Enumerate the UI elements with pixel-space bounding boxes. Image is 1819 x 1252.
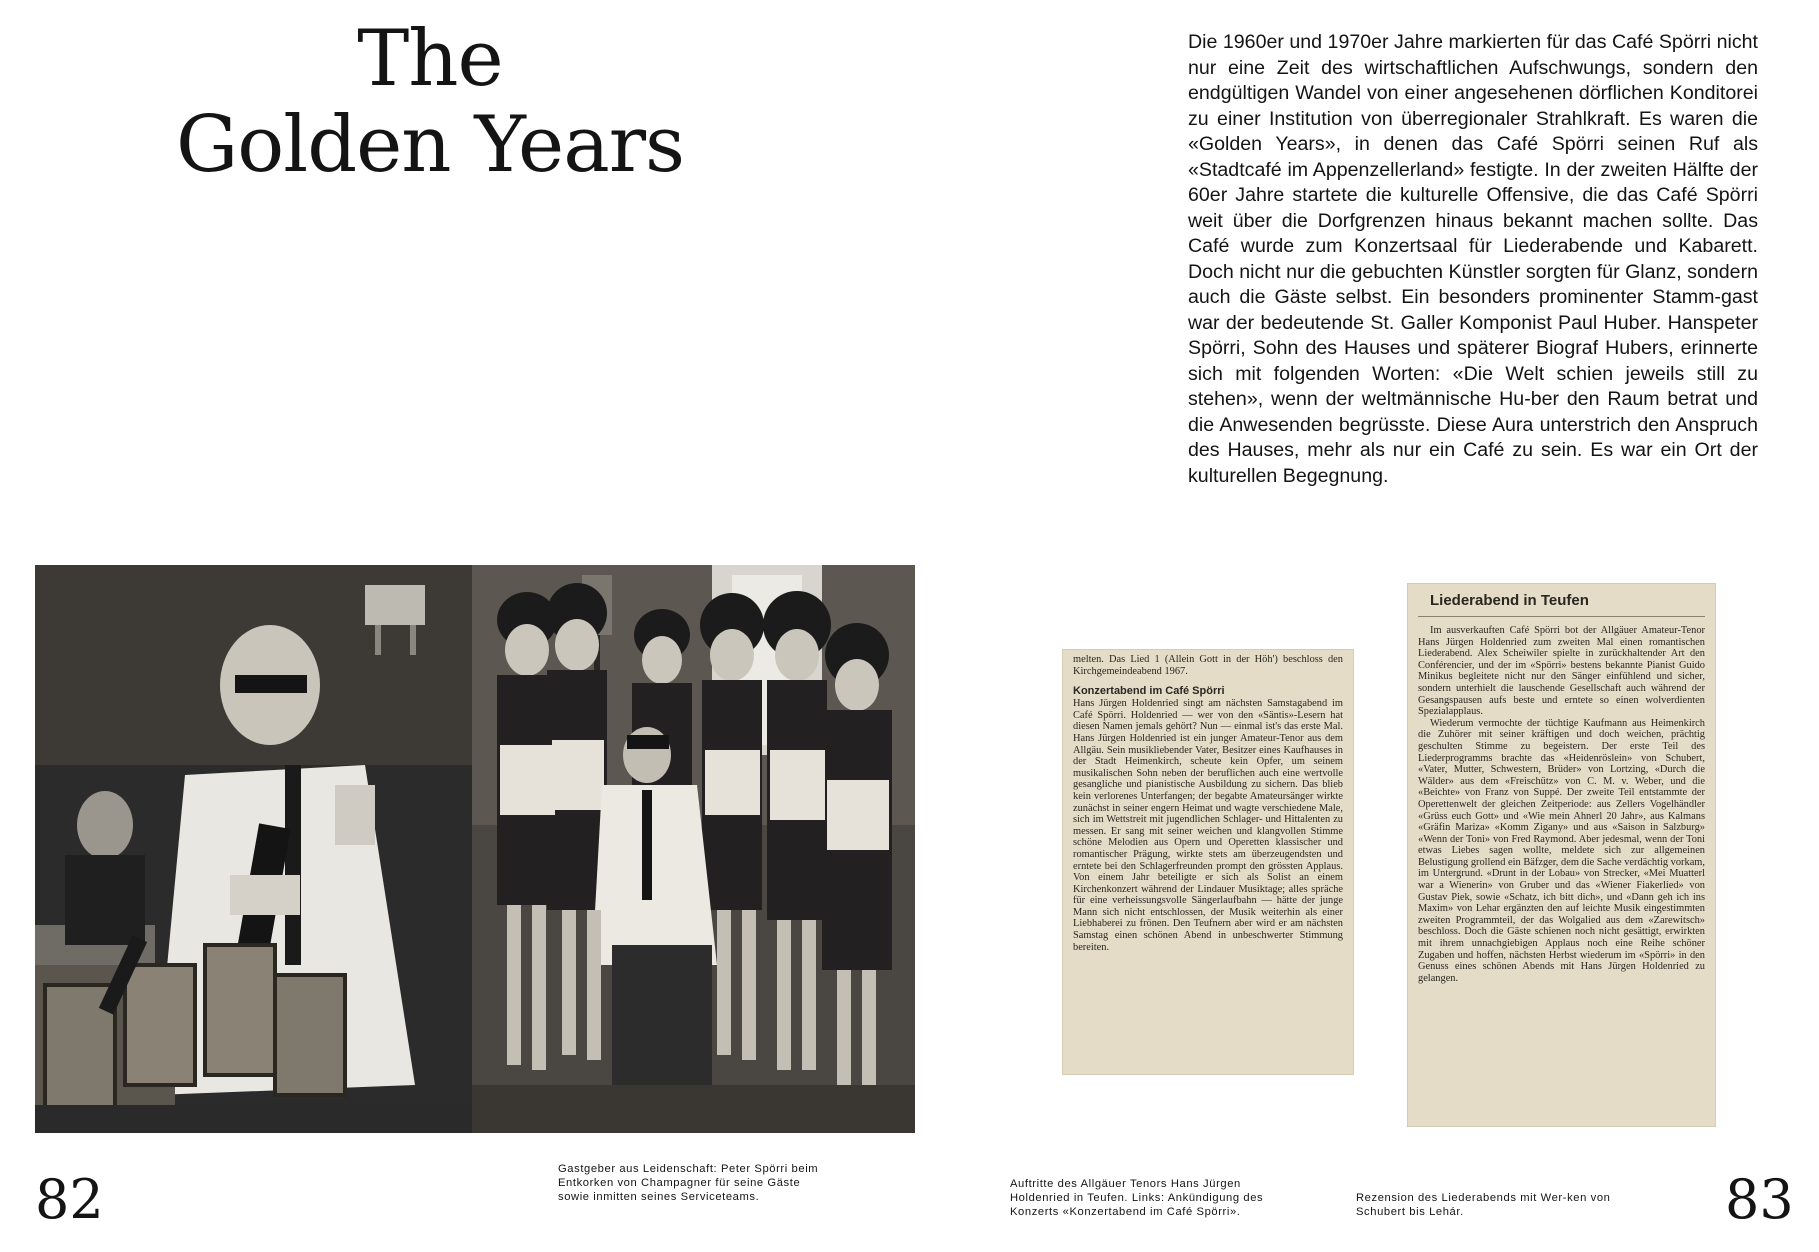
caption-clipping-right: Rezension des Liederabends mit Wer-ken von Schubert bis Lehár. — [1356, 1192, 1611, 1219]
clipping-right-paragraph-1: Im ausverkauften Café Spörri bot der Allgäuer Amateur-Tenor Hans Jürgen Holdenried zum zweiten Mal einen romantischen Liederabend. Alex Scheiwiler spielte in zurückhaltender Art den Conférencier, und der im «Spörri» bestens bekannte Pianist Guido Minikus begleitete nicht nur den Sänger einfühlend und sicher, sondern unterhielt die lauschende Gesellschaft auch während der Gesangspausen aufs beste und erntete so einen wolverdienten Spezialapplaus. — [1418, 625, 1705, 718]
photo-service-team — [472, 565, 915, 1133]
photo-host-champagne-image — [35, 565, 472, 1133]
page-number-right: 83 — [1725, 1168, 1794, 1231]
clipping-right-paragraph-2: Wiederum vermochte der tüchtige Kaufmann aus Heimenkirch die Zuhörer mit seiner kräftigen und doch weichen, prächtig geschulten Stimme zu begeistern. Der erste Teil des Liederprogramms brachte das «Heidenröslein» von Schubert, «Vater, Mutter, Schwestern, Brüder» von Lortzing, «Durch die Wälder» aus dem «Freischütz» von C. M. v. Weber, und die «Beichte» von Franz von Suppé. Der zweite Teil entstammte der Operettenwelt der gleichen Zeitperiode: aus Zellers Vogelhändler «Grüss euch Gott» und «Wie mein Ahnerl 20 Jahr», aus Kalmans «Gräfin Mariza» «Komm Zigany» und aus «Saison in Salzburg» «Wenn der Toni» von Fred Raymond. Aber jedesmal, wenn der Toni etwas Liebes sagen wollte, meldete sich zur allgemeinen Belustigung grollend ein Bäfzger, dem die Sache verdächtig vorkam, im Untergrund. «Drunt in der Lobau» von Strecker, «Mei Muatterl war a Wienerin» von Gruber und das «Wiener Fiakerlied» von Gustav Piek, sowie «Schatz, ich bitt dich», und «Dann geh ich ins Maxim» von Lehar ergänzten den auf leichte Musik eingestimmten zweiten Programmteil, der das Wolgalied aus dem «Zarewitsch» beschloss. Doch die Gäste schienen noch nicht gesättigt, erwirkten mit ihrem unnachgiebigen Applaus noch eine Reihe schöner Zugaben und hoffen, nächsten Herbst wiederum im «Spörri» in den Genuss eines schönen Abends mit Hans Jürgen Holdenried zu gelangen. — [1418, 717, 1705, 984]
newspaper-clipping-review — [1408, 584, 1715, 1126]
caption-clipping-left: Auftritte des Allgäuer Tenors Hans Jürgen Holdenried in Teufen. Links: Ankündigung des Konzerts «Konzertabend im Café Spörri». — [1010, 1178, 1264, 1219]
clipping-left-text: Hans Jürgen Holdenried singt am nächsten Samstagabend im Café Spörri. Holdenried — wer von den «Säntis»-Lesern hat diesen Namen jemals gehört? Nun — einmal ist's das erste Mal. Hans Jürgen Holdenried ist ein junger Amateur-Tenor aus dem Allgäu. Sein musikliebender Vater, Besitzer eines Kaufhauses in der Stadt Heimenkirch, scheute kein Opfer, um seinem musikalischen Sohn neben der beruflichen auch eine wertvolle gesangliche und pianistische Ausbildung zu sichern. Das blieb kein verlorenes Unterfangen; der begabte Amateursänger wirkte zunächst in seiner engern Heimat und wagte verschiedene Male, sich im Wettstreit mit jugendlichen Schlager- und Hittalenten zu messen. Er sang mit seiner weichen und klangvollen Stimme schöne Melodien aus Opern und Operetten klassischer und romantischer Prägung, wirkte stets am überzeugendsten und erntete bei den Schlagerfreunden prompt den grössten Applaus. Von einem Jahr beteiligte er sich als Solist an einem Kirchenkonzert während der Lindauer Musiktage; alles spräche für eine verheissungsvolle Sängerlaufbahn — hätte der junge Mann sich nicht entschlossen, der Musik weiterhin als einer Liebhaberei zu frönen. Den Teufnern aber wird er am nächsten Samstag einen schönen Abend in unbeschwerter Stimmung bereiten. — [1073, 698, 1343, 953]
newspaper-clipping-announcement — [1063, 650, 1353, 1074]
page-number-left: 82 — [35, 1168, 104, 1231]
title-line-1: The — [357, 14, 503, 104]
clipping-right-heading: Liederabend in Teufen — [1418, 592, 1705, 617]
body-text: Die 1960er und 1970er Jahre markierten für das Café Spörri nicht nur eine Zeit des wirtschaftlichen Aufschwungs, sondern den endgültigen Wandel von einer angesehenen dörflichen Konditorei zu einer Institution von überregionaler Strahlkraft. Es waren die «Golden Years», in denen das Café Spörri seinen Ruf als «Stadtcafé im Appenzellerland» festigte. In der zweiten Hälfte der 60er Jahre startete die kulturelle Offensive, die das Café Spörri weit über die Dorfgrenzen hinaus bekannt machen sollte. Das Café wurde zum Konzertsaal für Liederabende und Kabarett. Doch nicht nur die gebuchten Künstler sorgten für Glanz, sondern auch die Gäste selbst. Ein besonders prominenter Stamm-gast war der bedeutende St. Galler Komponist Paul Huber. Hanspeter Spörri, Sohn des Hauses und späterer Biograf Hubers, erinnerte sich mit folgenden Worten: «Die Welt schien jeweils still zu stehen», wenn der weltmännische Hu-ber den Raum betrat und die Anwesenden begrüsste. Diese Aura unterstrich den Anspruch des Hauses, mehr als nur ein Café zu sein. Es war ein Ort der kulturellen Begegnung. — [1188, 31, 1758, 487]
title-line-2: Golden Years — [175, 100, 685, 190]
photo-host-champagne — [35, 565, 472, 1133]
clipping-left-heading: Konzertabend im Café Spörri — [1073, 685, 1225, 698]
page-title — [150, 16, 710, 188]
clipping-left-intro: melten. Das Lied 1 (Allein Gott in der Höh') beschloss den Kirchgemeindeabend 1967. — [1073, 654, 1343, 677]
caption-photos: Gastgeber aus Leidenschaft: Peter Spörri beim Entkorken von Champagner für seine Gäste sowie inmitten seines Serviceteams. — [558, 1163, 819, 1204]
photo-service-team-image — [472, 565, 915, 1133]
